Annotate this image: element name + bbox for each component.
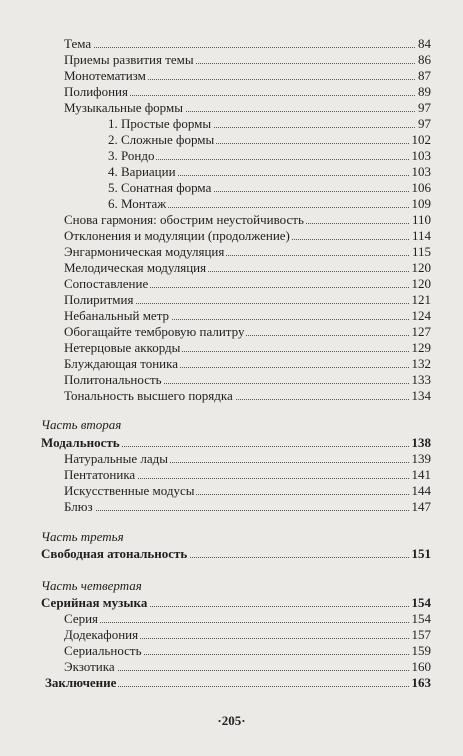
toc-entry-page: 163 (411, 675, 431, 690)
part-heading-second: Часть вторая (41, 417, 122, 432)
toc-entry (64, 100, 431, 116)
toc-entry (45, 675, 431, 691)
toc-entry (64, 451, 431, 467)
toc-entry (64, 372, 431, 388)
dot-leader (64, 47, 431, 48)
toc-entry-title: Обогащайте тембровую палитру (64, 324, 245, 339)
toc-entry-title: Додекафония (64, 627, 139, 642)
toc-entry-page: 157 (411, 627, 431, 642)
toc-entry-page: 132 (411, 356, 431, 371)
toc-entry (64, 212, 431, 228)
toc-entry (64, 84, 431, 100)
toc-entry (64, 643, 431, 659)
toc-entry-page: 129 (411, 340, 431, 355)
toc-entry-title: Модальность (41, 435, 120, 450)
toc-entry-title: Тональность высшего порядка (64, 388, 233, 403)
toc-entry (64, 68, 431, 84)
toc-entry (64, 244, 431, 260)
toc-entry-title: 6. Монтаж (108, 196, 167, 211)
toc-entry-title: Блуждающая тоника (64, 356, 179, 371)
toc-entry-title: 1. Простые формы (108, 116, 212, 131)
toc-entry-title: Политональность (64, 372, 162, 387)
dot-leader (64, 622, 431, 623)
toc-entry-title: Мелодическая модуляция (64, 260, 207, 275)
toc-entry-title: 2. Сложные формы (108, 132, 215, 147)
toc-entry-title: Блюз (64, 499, 93, 514)
toc-entry (64, 324, 431, 340)
toc-entry-title: Снова гармония: обострим неустойчивость (64, 212, 304, 227)
toc-entry-page: 138 (411, 435, 431, 450)
toc-entry-page: 89 (418, 84, 431, 99)
toc-entry-page: 127 (411, 324, 431, 339)
toc-entry-page: 120 (411, 276, 431, 291)
toc-entry-title: Искусственные модусы (64, 483, 195, 498)
toc-entry-title: Серия (64, 611, 99, 626)
toc-entry (64, 36, 431, 52)
toc-entry (108, 148, 431, 164)
dot-leader (64, 510, 431, 511)
toc-entry-page: 103 (411, 148, 431, 163)
toc-entry (64, 388, 431, 404)
toc-entry-title: 3. Рондо (108, 148, 155, 163)
toc-entry (64, 627, 431, 643)
toc-entry-page: 102 (411, 132, 431, 147)
part-heading-fourth: Часть четвертая (41, 578, 142, 593)
dot-leader (64, 670, 431, 671)
toc-entry (108, 196, 431, 212)
toc-entry (64, 52, 431, 68)
toc-entry (108, 132, 431, 148)
toc-entry-title: Сериальность (64, 643, 142, 658)
toc-entry-title: Монотематизм (64, 68, 146, 83)
toc-entry-page: 121 (411, 292, 431, 307)
toc-entry-page: 144 (411, 483, 431, 498)
toc-entry-title: Полифония (64, 84, 128, 99)
toc-entry (64, 499, 431, 515)
toc-entry-page: 154 (411, 611, 431, 626)
toc-entry-title: Музыкальные формы (64, 100, 183, 115)
toc-entry-page: 160 (411, 659, 431, 674)
toc-entry-page: 109 (411, 196, 431, 211)
toc-entry (41, 546, 431, 562)
toc-entry-page: 86 (418, 52, 431, 67)
toc-entry-title: Заключение (45, 675, 117, 690)
toc-entry (64, 611, 431, 627)
toc-entry-page: 141 (411, 467, 431, 482)
toc-entry-title: Натуральные лады (64, 451, 168, 466)
page-number: ·205· (217, 713, 246, 728)
toc-entry-title: Полиритмия (64, 292, 134, 307)
toc-entry-page: 133 (411, 372, 431, 387)
toc-entry-page: 120 (411, 260, 431, 275)
toc-entry-title: 5. Сонатная форма (108, 180, 212, 195)
toc-entry-page: 115 (411, 244, 431, 259)
toc-entry-title: Отклонения и модуляции (продолжение) (64, 228, 290, 243)
toc-entry (64, 483, 431, 499)
toc-entry-page: 84 (418, 36, 431, 51)
toc-entry (64, 308, 431, 324)
toc-entry-page: 134 (411, 388, 431, 403)
toc-entry-page: 154 (411, 595, 431, 610)
toc-entry-title: Сопоставление (64, 276, 149, 291)
toc-entry-title: Свободная атональность (41, 546, 188, 561)
toc-entry-page: 97 (418, 100, 431, 115)
toc-entry (64, 659, 431, 675)
toc-entry-page: 151 (411, 546, 431, 561)
toc-entry-page: 159 (411, 643, 431, 658)
toc-entry-page: 103 (411, 164, 431, 179)
toc-entry (64, 340, 431, 356)
toc-entry (108, 180, 431, 196)
toc-entry (64, 260, 431, 276)
toc-entry-page: 110 (411, 212, 431, 227)
toc-entry (64, 467, 431, 483)
toc-entry-title: Серийная музыка (41, 595, 148, 610)
toc-entry-page: 97 (418, 116, 431, 131)
toc-entry-page: 124 (411, 308, 431, 323)
toc-entry-title: Нетерцовые аккорды (64, 340, 181, 355)
toc-entry-page: 87 (418, 68, 431, 83)
toc-entry (64, 276, 431, 292)
toc-entry (41, 435, 431, 451)
toc-entry-title: Пентатоника (64, 467, 136, 482)
toc-entry-title: Небанальный метр (64, 308, 170, 323)
toc-entry-title: 4. Вариации (108, 164, 176, 179)
toc-entry (41, 595, 431, 611)
part-heading-third: Часть третья (41, 529, 124, 544)
toc-entry (108, 164, 431, 180)
toc-entry (108, 116, 431, 132)
toc-entry-page: 139 (411, 451, 431, 466)
toc-entry-title: Экзотика (64, 659, 115, 674)
toc-entry-title: Тема (64, 36, 92, 51)
toc-entry-page: 114 (411, 228, 431, 243)
toc-entry (64, 228, 431, 244)
toc-entry (64, 356, 431, 372)
toc-entry (64, 292, 431, 308)
toc-entry-title: Приемы развития темы (64, 52, 194, 67)
toc-entry-page: 106 (411, 180, 431, 195)
toc-entry-page: 147 (411, 499, 431, 514)
toc-entry-title: Энгармоническая модуляция (64, 244, 225, 259)
